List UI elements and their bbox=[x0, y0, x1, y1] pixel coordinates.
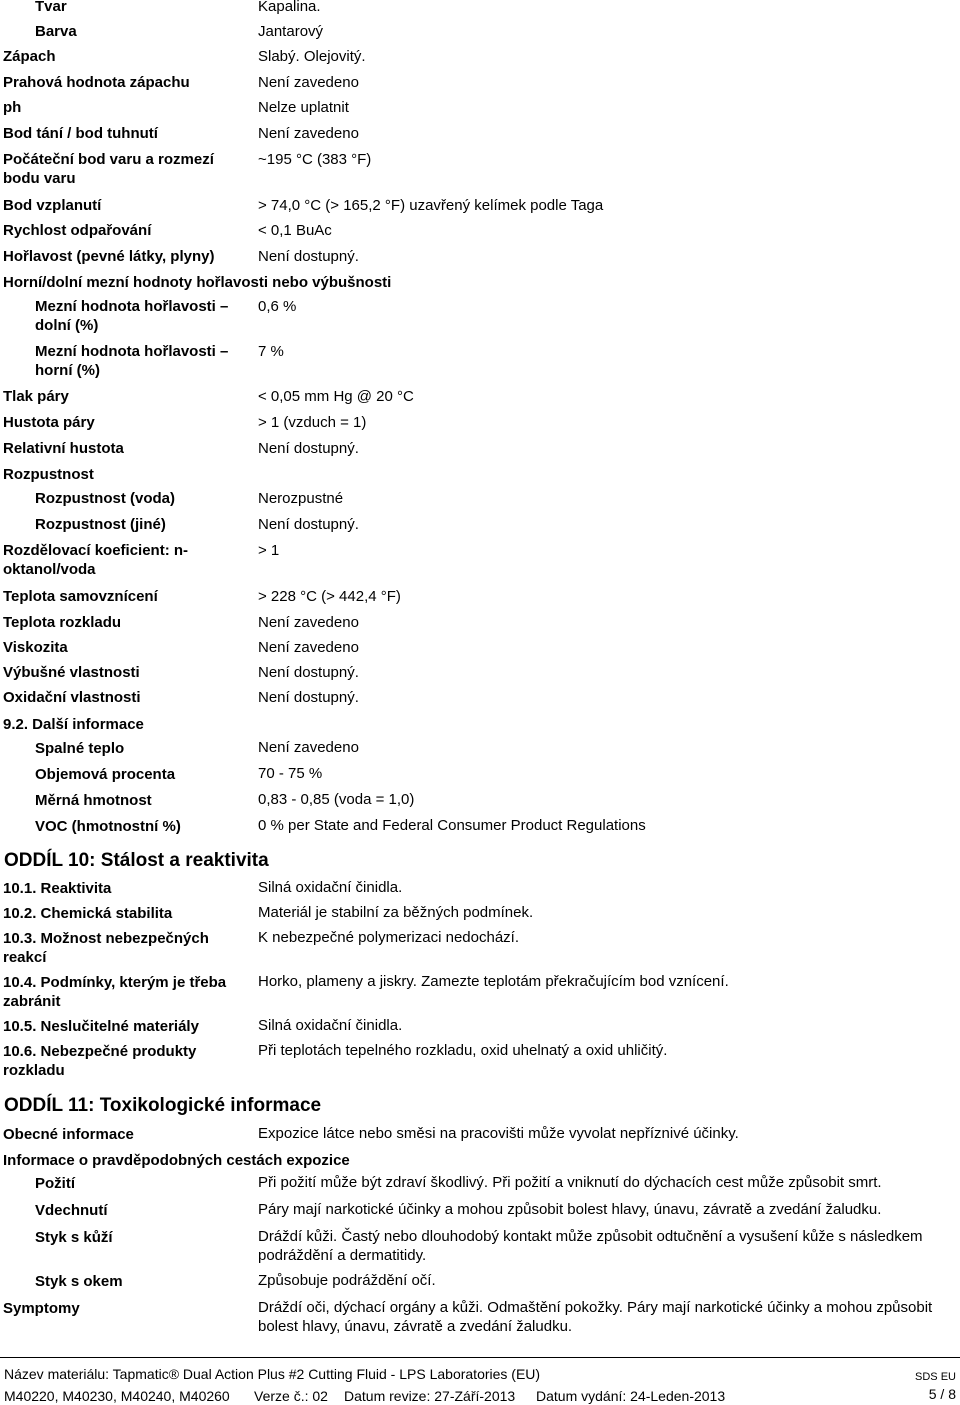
property-label: Symptomy bbox=[3, 1300, 80, 1317]
footer-revision-date: Datum revize: 27-Září-2013 bbox=[344, 1388, 516, 1404]
property-label: 10.6. Nebezpečné produkty rozkladu bbox=[3, 1043, 197, 1079]
property-value: Není dostupný. bbox=[258, 689, 359, 706]
property-label: Rozpustnost (voda) bbox=[35, 490, 175, 507]
property-value: Kapalina. bbox=[258, 0, 321, 15]
property-value: 7 % bbox=[258, 343, 284, 360]
property-value: Materiál je stabilní za běžných podmínek. bbox=[258, 904, 534, 921]
property-label: Bod tání / bod tuhnutí bbox=[3, 125, 158, 142]
section-10-title: ODDÍL 10: Stálost a reaktivita bbox=[4, 850, 269, 871]
property-label: Objemová procenta bbox=[35, 766, 176, 783]
property-label: Tlak páry bbox=[3, 388, 69, 405]
property-label: Styk s okem bbox=[35, 1273, 123, 1290]
property-value: Není zavedeno bbox=[258, 74, 359, 91]
footer-product-codes: M40220, M40230, M40240, M40260 bbox=[4, 1388, 230, 1404]
property-value: Páry mají narkotické účinky a mohou způsobit bolest hlavy, únavu, závratě a zvedání žaludku. bbox=[258, 1201, 882, 1218]
property-label: Rychlost odpařování bbox=[3, 222, 152, 239]
solubility-heading: Rozpustnost bbox=[3, 466, 94, 483]
property-label: Rozpustnost (jiné) bbox=[35, 516, 166, 533]
property-label: Počáteční bod varu a rozmezí bodu varu bbox=[3, 151, 214, 187]
property-value: Silná oxidační činidla. bbox=[258, 1017, 403, 1034]
property-label: 10.3. Možnost nebezpečných reakcí bbox=[3, 930, 209, 966]
other-info-heading: 9.2. Další informace bbox=[3, 716, 144, 733]
property-value: Není dostupný. bbox=[258, 516, 359, 533]
property-label: Relativní hustota bbox=[3, 440, 124, 457]
property-value: Není dostupný. bbox=[258, 248, 359, 265]
property-value: > 1 (vzduch = 1) bbox=[258, 414, 367, 431]
property-label: Oxidační vlastnosti bbox=[3, 689, 141, 706]
property-value: Není dostupný. bbox=[258, 664, 359, 681]
property-label: Vdechnutí bbox=[35, 1202, 108, 1219]
property-value: Není dostupný. bbox=[258, 440, 359, 457]
property-label: 10.2. Chemická stabilita bbox=[3, 905, 173, 922]
property-label: Hořlavost (pevné látky, plyny) bbox=[3, 248, 215, 265]
property-value: Není zavedeno bbox=[258, 125, 359, 142]
property-value: Není zavedeno bbox=[258, 639, 359, 656]
property-value: > 228 °C (> 442,4 °F) bbox=[258, 588, 401, 605]
property-label: ph bbox=[3, 99, 22, 116]
property-label: Výbušné vlastnosti bbox=[3, 664, 140, 681]
property-label: Spalné teplo bbox=[35, 740, 125, 757]
property-label: Měrná hmotnost bbox=[35, 792, 152, 809]
footer-material-name: Název materiálu: Tapmatic® Dual Action Plus #2 Cutting Fluid - LPS Laboratories (EU) bbox=[4, 1366, 541, 1382]
property-value: Není zavedeno bbox=[258, 739, 359, 756]
property-label: Obecné informace bbox=[3, 1126, 134, 1143]
flammability-limits-heading: Horní/dolní mezní hodnoty hořlavosti nebo výbušnosti bbox=[3, 274, 392, 291]
footer-version: Verze č.: 02 bbox=[254, 1388, 328, 1404]
property-label: VOC (hmotnostní %) bbox=[35, 818, 181, 835]
property-value: 70 - 75 % bbox=[258, 765, 323, 782]
property-value: > 74,0 °C (> 165,2 °F) uzavřený kelímek podle Taga bbox=[258, 197, 604, 214]
property-value: Při požití může být zdraví škodlivý. Při požití a vniknutí do dýchacích cest může způsobit smrt. bbox=[258, 1174, 882, 1191]
footer-divider bbox=[0, 1357, 960, 1358]
property-label: Zápach bbox=[3, 48, 56, 65]
property-label: Prahová hodnota zápachu bbox=[3, 74, 190, 91]
property-value: Jantarový bbox=[258, 23, 324, 40]
property-value: 0,83 - 0,85 (voda = 1,0) bbox=[258, 791, 415, 808]
property-value: Není zavedeno bbox=[258, 614, 359, 631]
property-value: Nerozpustné bbox=[258, 490, 344, 507]
property-value: Silná oxidační činidla. bbox=[258, 879, 403, 896]
property-value: Nelze uplatnit bbox=[258, 99, 349, 116]
property-label: Požití bbox=[35, 1175, 75, 1192]
property-value: Slabý. Olejovitý. bbox=[258, 48, 366, 65]
property-label: Hustota páry bbox=[3, 414, 95, 431]
property-label: Bod vzplanutí bbox=[3, 197, 102, 214]
footer-issue-date: Datum vydání: 24-Leden-2013 bbox=[536, 1388, 726, 1404]
property-label: Tvar bbox=[35, 0, 67, 15]
footer-page-number: 5 / 8 bbox=[928, 1386, 956, 1402]
property-value: < 0,05 mm Hg @ 20 °C bbox=[258, 388, 414, 405]
property-value: Při teplotách tepelného rozkladu, oxid uhelnatý a oxid uhličitý. bbox=[258, 1042, 668, 1059]
property-value: ~195 °C (383 °F) bbox=[258, 151, 372, 168]
property-value: > 1 bbox=[258, 542, 280, 559]
property-label: Teplota samovznícení bbox=[3, 588, 158, 605]
property-value: Horko, plameny a jiskry. Zamezte teplotám překračujícím bod vznícení. bbox=[258, 973, 729, 990]
footer-doc-type: SDS EU bbox=[915, 1371, 956, 1383]
property-label: Teplota rozkladu bbox=[3, 614, 122, 631]
property-value: Dráždí oči, dýchací orgány a kůži. Odmaštění pokožky. Páry mají narkotické účinky a mohou způsobit bolest hlavy, únavu, závratě a zvedání žaludku. bbox=[258, 1299, 933, 1335]
exposure-routes-heading: Informace o pravděpodobných cestách expozice bbox=[3, 1152, 350, 1169]
property-label: Styk s kůží bbox=[35, 1229, 113, 1246]
property-value: 0 % per State and Federal Consumer Product Regulations bbox=[258, 817, 646, 834]
property-value: < 0,1 BuAc bbox=[258, 222, 332, 239]
property-label: Mezní hodnota hořlavosti – dolní (%) bbox=[35, 298, 229, 334]
property-value: 0,6 % bbox=[258, 298, 297, 315]
property-value: Dráždí kůži. Častý nebo dlouhodobý kontakt může způsobit odtučnění a vysušení kůže s následkem podráždění a dermatitidy. bbox=[258, 1228, 923, 1264]
property-label: 10.4. Podmínky, kterým je třeba zabránit bbox=[3, 974, 227, 1010]
property-label: 10.5. Neslučitelné materiály bbox=[3, 1018, 199, 1035]
property-label: Rozdělovací koeficient: n-oktanol/voda bbox=[3, 542, 189, 578]
property-value: Způsobuje podráždění očí. bbox=[258, 1272, 436, 1289]
property-value: K nebezpečné polymerizaci nedochází. bbox=[258, 929, 519, 946]
property-label: Barva bbox=[35, 23, 77, 40]
section-11-title: ODDÍL 11: Toxikologické informace bbox=[4, 1095, 322, 1116]
property-label: Mezní hodnota hořlavosti – horní (%) bbox=[35, 343, 229, 379]
property-label: Viskozita bbox=[3, 639, 68, 656]
property-label: 10.1. Reaktivita bbox=[3, 880, 112, 897]
property-value: Expozice látce nebo směsi na pracovišti může vyvolat nepříznivé účinky. bbox=[258, 1125, 739, 1142]
